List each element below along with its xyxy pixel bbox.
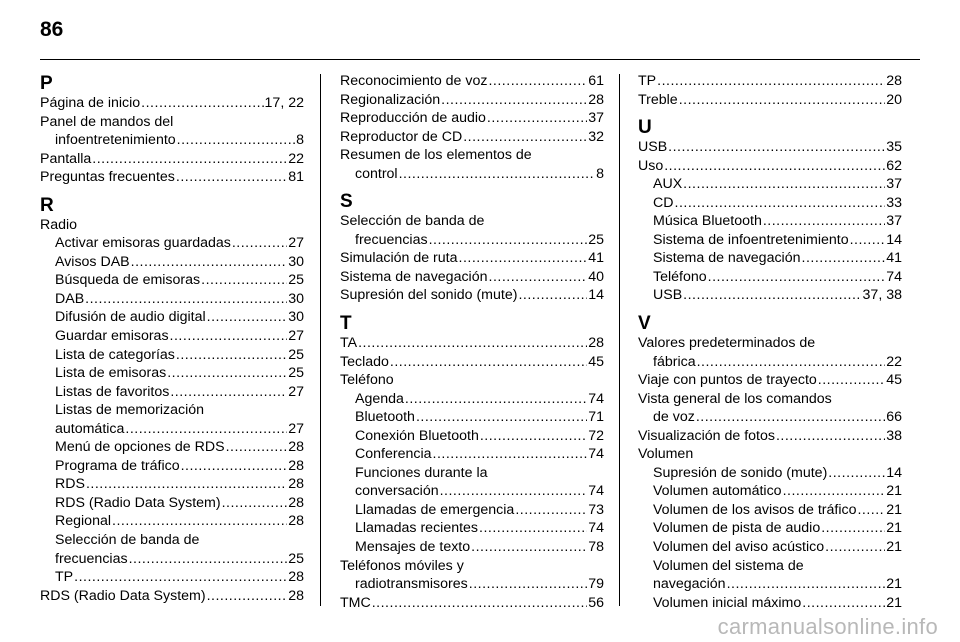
index-entry-label: Reconocimiento de voz bbox=[340, 73, 488, 89]
index-entry bbox=[340, 128, 604, 147]
index-entry bbox=[638, 212, 902, 231]
index-entry-page: 17, 22 bbox=[264, 95, 304, 111]
index-entry bbox=[340, 408, 604, 427]
index-entry-label: de voz bbox=[653, 409, 695, 426]
index-entry-label: Volumen de los avisos de tráfico bbox=[653, 501, 857, 518]
leader-dots bbox=[358, 334, 587, 353]
leader-dots bbox=[708, 268, 886, 287]
index-entry-label: Avisos DAB bbox=[55, 253, 130, 270]
index-column-3 bbox=[638, 72, 902, 612]
index-entry bbox=[638, 408, 902, 427]
index-entry-page: 28 bbox=[288, 569, 304, 586]
index-entry-page: 45 bbox=[588, 353, 604, 370]
index-entry-label: Preguntas frecuentes bbox=[40, 169, 175, 186]
index-entry-label: USB bbox=[638, 139, 668, 156]
leader-dots bbox=[74, 568, 287, 587]
index-heading: Valores predeterminados de bbox=[638, 335, 816, 352]
index-entry-label: frecuencias bbox=[55, 550, 128, 567]
leader-dots bbox=[479, 519, 587, 538]
index-entry-page: 28 bbox=[288, 513, 304, 530]
leader-dots bbox=[480, 427, 587, 446]
index-entry-label: Bluetooth bbox=[355, 409, 415, 426]
index-entry bbox=[340, 538, 604, 557]
leader-dots bbox=[488, 72, 587, 91]
leader-dots bbox=[170, 383, 287, 402]
index-entry-label: Búsqueda de emisoras bbox=[55, 272, 201, 289]
index-heading: Radio bbox=[40, 216, 78, 233]
index-entry bbox=[40, 494, 304, 513]
index-entry bbox=[340, 501, 604, 520]
index-entry-page: 28 bbox=[588, 91, 604, 108]
section-letter: S bbox=[340, 191, 353, 213]
index-entry-page: 73 bbox=[588, 501, 604, 518]
index-entry-page: 45 bbox=[886, 372, 902, 389]
index-entry bbox=[40, 364, 304, 383]
leader-dots bbox=[207, 308, 288, 327]
index-entry bbox=[638, 138, 902, 157]
leader-dots bbox=[226, 438, 288, 457]
leader-dots bbox=[850, 231, 886, 250]
leader-dots bbox=[657, 72, 885, 91]
leader-dots bbox=[763, 212, 885, 231]
index-entry-page: 32 bbox=[588, 128, 604, 145]
index-entry-label: RDS bbox=[55, 476, 85, 493]
index-entry bbox=[638, 519, 902, 538]
index-entry bbox=[340, 575, 604, 594]
leader-dots bbox=[390, 353, 587, 372]
index-heading: Listas de memorización bbox=[55, 402, 205, 419]
index-entry-page: 28 bbox=[288, 587, 304, 604]
index-entry-label: Música Bluetooth bbox=[653, 213, 762, 230]
index-entry-label: USB bbox=[653, 287, 683, 304]
index-entry-label: Menú de opciones de RDS bbox=[55, 439, 225, 456]
leader-dots bbox=[727, 575, 886, 594]
index-entry-page: 33 bbox=[886, 194, 902, 211]
watermark: carmanualsonline.info bbox=[717, 614, 938, 639]
leader-dots bbox=[776, 427, 885, 446]
leader-dots bbox=[489, 268, 588, 287]
leader-dots bbox=[802, 249, 886, 268]
index-entry bbox=[638, 538, 902, 557]
index-entry-label: AUX bbox=[653, 176, 683, 193]
index-entry-label: Sistema de navegación bbox=[653, 250, 801, 267]
index-entry-label: Volumen del aviso acústico bbox=[653, 539, 825, 556]
index-entry bbox=[340, 165, 604, 184]
index-entry-label: Página de inicio bbox=[40, 95, 141, 111]
index-entry-page: 27 bbox=[288, 328, 304, 345]
index-entry-label: RDS (Radio Data System) bbox=[55, 494, 221, 511]
index-entry-page: 14 bbox=[886, 464, 902, 481]
leader-dots bbox=[471, 538, 587, 557]
index-entry-label: CD bbox=[653, 194, 674, 211]
leader-dots bbox=[802, 594, 885, 613]
leader-dots bbox=[85, 290, 287, 309]
index-entry-page: 25 bbox=[288, 346, 304, 363]
index-entry bbox=[340, 427, 604, 446]
index-entry bbox=[40, 271, 304, 290]
index-entry-label: Reproducción de audio bbox=[340, 110, 486, 127]
index-entry-page: 30 bbox=[288, 309, 304, 326]
leader-dots bbox=[825, 538, 885, 557]
index-entry-label: Regional bbox=[55, 513, 112, 530]
index-entry bbox=[340, 482, 604, 501]
index-entry-label: Visualización de fotos bbox=[638, 427, 775, 444]
index-entry bbox=[40, 550, 304, 569]
leader-dots bbox=[697, 353, 886, 372]
index-entry-page: 20 bbox=[886, 91, 902, 108]
index-entry-label: fábrica bbox=[653, 353, 696, 370]
index-entry-label: Guardar emisoras bbox=[55, 328, 169, 345]
index-entry-label: Supresión de sonido (mute) bbox=[653, 464, 828, 481]
index-entry bbox=[638, 91, 902, 110]
leader-dots bbox=[675, 194, 886, 213]
index-entry-label: TP bbox=[638, 73, 657, 89]
index-entry-page: 41 bbox=[886, 250, 902, 267]
leader-dots bbox=[783, 482, 886, 501]
index-entry bbox=[340, 594, 604, 613]
index-entry-page: 21 bbox=[886, 483, 902, 500]
section-letter: U bbox=[638, 117, 652, 139]
index-entry bbox=[340, 445, 604, 464]
index-entry-label: Listas de favoritos bbox=[55, 383, 170, 400]
index-entry bbox=[40, 568, 304, 587]
index-entry-page: 25 bbox=[288, 365, 304, 382]
index-entry bbox=[40, 253, 304, 272]
index-entry-label: Lista de emisoras bbox=[55, 365, 167, 382]
leader-dots bbox=[176, 168, 287, 187]
index-heading: Teléfonos móviles y bbox=[340, 557, 464, 574]
index-entry bbox=[638, 157, 902, 176]
index-entry-page: 62 bbox=[886, 157, 902, 174]
index-entry bbox=[638, 427, 902, 446]
index-column-2 bbox=[340, 72, 604, 612]
section-letter: T bbox=[340, 313, 352, 335]
index-entry-page: 38 bbox=[886, 427, 902, 444]
index-entry bbox=[638, 286, 902, 305]
index-entry bbox=[40, 383, 304, 402]
index-entry-page: 25 bbox=[288, 272, 304, 289]
leader-dots bbox=[664, 157, 885, 176]
index-entry-page: 72 bbox=[588, 427, 604, 444]
leader-dots bbox=[405, 390, 587, 409]
index-entry-label: Sistema de infoentretenimiento bbox=[653, 231, 849, 248]
index-entry-page: 37 bbox=[886, 176, 902, 193]
index-entry-label: Teléfono bbox=[653, 268, 707, 285]
index-heading: Resumen de los elementos de bbox=[340, 147, 532, 164]
index-entry-label: navegación bbox=[653, 576, 726, 593]
index-entry-page: 30 bbox=[288, 290, 304, 307]
leader-dots bbox=[86, 475, 287, 494]
leader-dots bbox=[683, 286, 861, 305]
index-heading: Selección de banda de bbox=[340, 213, 485, 230]
index-entry bbox=[340, 109, 604, 128]
index-entry bbox=[638, 72, 902, 91]
section-letter: R bbox=[40, 194, 54, 216]
index-column-1 bbox=[40, 72, 304, 605]
index-entry-label: Llamadas de emergencia bbox=[355, 501, 515, 518]
leader-dots bbox=[433, 445, 588, 464]
index-entry-label: Agenda bbox=[355, 390, 404, 407]
index-entry-label: TP bbox=[55, 569, 74, 586]
leader-dots bbox=[399, 165, 596, 184]
index-entry-label: Conferencia bbox=[355, 446, 432, 463]
leader-dots bbox=[232, 234, 287, 253]
index-entry bbox=[638, 268, 902, 287]
index-entry bbox=[340, 519, 604, 538]
index-entry-page: 27 bbox=[288, 235, 304, 252]
leader-dots bbox=[459, 249, 588, 268]
index-entry-page: 21 bbox=[886, 520, 902, 537]
index-entry-label: Viaje con puntos de trayecto bbox=[638, 372, 817, 389]
index-entry-label: TA bbox=[340, 335, 358, 352]
index-entry bbox=[40, 94, 304, 113]
section-letter: P bbox=[40, 73, 53, 94]
index-entry bbox=[40, 420, 304, 439]
index-entry-label: TMC bbox=[340, 594, 371, 611]
index-entry-page: 28 bbox=[288, 457, 304, 474]
index-entry-page: 22 bbox=[288, 150, 304, 167]
index-entry-page: 27 bbox=[288, 383, 304, 400]
leader-dots bbox=[181, 457, 288, 476]
index-entry bbox=[340, 249, 604, 268]
index-entry bbox=[40, 457, 304, 476]
index-entry-page: 27 bbox=[288, 420, 304, 437]
index-heading: Selección de banda de bbox=[55, 532, 200, 549]
index-entry-label: Volumen inicial máximo bbox=[653, 594, 802, 611]
index-entry-label: frecuencias bbox=[355, 231, 428, 248]
index-entry-label: Uso bbox=[638, 157, 664, 174]
leader-dots bbox=[515, 501, 587, 520]
leader-dots bbox=[821, 519, 885, 538]
index-entry bbox=[40, 587, 304, 606]
leader-dots bbox=[125, 420, 287, 439]
leader-dots bbox=[201, 271, 287, 290]
index-entry-page: 22 bbox=[886, 353, 902, 370]
leader-dots bbox=[696, 408, 885, 427]
index-entry-label: Regionalización bbox=[340, 91, 441, 108]
leader-dots bbox=[131, 253, 288, 272]
index-entry-page: 74 bbox=[588, 390, 604, 407]
leader-dots bbox=[129, 550, 288, 569]
index-entry-page: 21 bbox=[886, 539, 902, 556]
page-number: 86 bbox=[40, 18, 64, 41]
index-entry-label: Mensajes de texto bbox=[355, 539, 471, 556]
index-entry-page: 25 bbox=[288, 550, 304, 567]
index-entry-page: 8 bbox=[596, 165, 604, 182]
index-entry-label: DAB bbox=[55, 290, 85, 307]
index-entry bbox=[638, 371, 902, 390]
leader-dots bbox=[207, 587, 288, 606]
index-entry-page: 37, 38 bbox=[862, 287, 902, 304]
index-entry-page: 35 bbox=[886, 139, 902, 156]
index-entry-page: 74 bbox=[588, 520, 604, 537]
leader-dots bbox=[518, 286, 587, 305]
index-entry bbox=[638, 575, 902, 594]
index-entry bbox=[40, 308, 304, 327]
index-entry bbox=[638, 194, 902, 213]
leader-dots bbox=[683, 175, 885, 194]
index-entry-label: Simulación de ruta bbox=[340, 250, 458, 267]
index-heading: Volumen del sistema de bbox=[653, 557, 804, 574]
index-entry-label: Sistema de navegación bbox=[340, 268, 488, 285]
index-entry-page: 79 bbox=[588, 576, 604, 593]
index-entry bbox=[340, 390, 604, 409]
index-entry-label: Supresión del sonido (mute) bbox=[340, 287, 518, 304]
index-entry-page: 30 bbox=[288, 253, 304, 270]
index-entry bbox=[638, 501, 902, 520]
index-entry-page: 81 bbox=[288, 169, 304, 186]
index-entry-page: 74 bbox=[588, 446, 604, 463]
index-entry-label: Llamadas recientes bbox=[355, 520, 479, 537]
index-entry bbox=[638, 353, 902, 372]
leader-dots bbox=[112, 512, 287, 531]
leader-dots bbox=[440, 482, 588, 501]
index-entry-page: 28 bbox=[288, 494, 304, 511]
leader-dots bbox=[668, 138, 885, 157]
index-entry-label: RDS (Radio Data System) bbox=[40, 587, 206, 604]
leader-dots bbox=[176, 346, 287, 365]
index-entry-label: automática bbox=[55, 420, 125, 437]
index-entry bbox=[40, 512, 304, 531]
index-entry-label: conversación bbox=[355, 483, 439, 500]
index-heading: Funciones durante la bbox=[355, 464, 488, 481]
index-entry bbox=[40, 290, 304, 309]
index-entry-page: 14 bbox=[588, 287, 604, 304]
leader-dots bbox=[177, 131, 295, 150]
index-entry bbox=[638, 594, 902, 613]
leader-dots bbox=[469, 575, 587, 594]
index-heading: Panel de mandos del bbox=[40, 113, 174, 130]
leader-dots bbox=[170, 327, 288, 346]
index-entry bbox=[340, 72, 604, 91]
leader-dots bbox=[429, 231, 588, 250]
index-entry-label: control bbox=[355, 165, 398, 182]
index-entry bbox=[638, 231, 902, 250]
index-entry-label: Teclado bbox=[340, 353, 389, 370]
column-divider bbox=[320, 74, 321, 606]
leader-dots bbox=[828, 464, 885, 483]
index-entry-page: 28 bbox=[288, 476, 304, 493]
leader-dots bbox=[92, 150, 287, 169]
index-entry-page: 40 bbox=[588, 268, 604, 285]
index-entry-page: 21 bbox=[886, 501, 902, 518]
leader-dots bbox=[679, 91, 886, 110]
index-entry bbox=[638, 249, 902, 268]
index-entry bbox=[340, 334, 604, 353]
index-entry-page: 37 bbox=[588, 110, 604, 127]
index-entry bbox=[40, 346, 304, 365]
leader-dots bbox=[372, 594, 587, 613]
index-entry-label: Activar emisoras guardadas bbox=[55, 235, 231, 252]
index-entry bbox=[340, 353, 604, 372]
index-entry-label: Programa de tráfico bbox=[55, 457, 180, 474]
index-heading: Teléfono bbox=[340, 372, 394, 389]
index-entry bbox=[340, 91, 604, 110]
index-entry bbox=[40, 131, 304, 150]
section-letter: V bbox=[638, 313, 651, 335]
index-entry-label: Conexión Bluetooth bbox=[355, 427, 479, 444]
index-entry-page: 25 bbox=[588, 231, 604, 248]
index-entry bbox=[40, 438, 304, 457]
leader-dots bbox=[416, 408, 587, 427]
index-entry-page: 78 bbox=[588, 539, 604, 556]
index-entry-page: 37 bbox=[886, 213, 902, 230]
index-entry-label: Treble bbox=[638, 91, 678, 108]
index-entry-page: 66 bbox=[886, 409, 902, 426]
leader-dots bbox=[487, 109, 587, 128]
index-entry-page: 28 bbox=[588, 335, 604, 352]
index-entry bbox=[638, 175, 902, 194]
index-entry-page: 14 bbox=[886, 231, 902, 248]
index-entry bbox=[40, 475, 304, 494]
index-entry-page: 28 bbox=[886, 73, 902, 89]
leader-dots bbox=[222, 494, 288, 513]
index-heading: Volumen bbox=[638, 446, 694, 463]
index-entry bbox=[40, 327, 304, 346]
index-entry-label: Volumen de pista de audio bbox=[653, 520, 821, 537]
index-entry-page: 28 bbox=[288, 439, 304, 456]
index-entry-label: Pantalla bbox=[40, 150, 92, 167]
index-entry bbox=[40, 234, 304, 253]
index-entry-page: 71 bbox=[588, 409, 604, 426]
leader-dots bbox=[141, 94, 263, 113]
index-entry-page: 56 bbox=[588, 594, 604, 611]
header-rule bbox=[40, 59, 920, 60]
index-entry bbox=[40, 150, 304, 169]
index-entry-page: 74 bbox=[886, 268, 902, 285]
index-entry bbox=[638, 464, 902, 483]
index-entry-label: Difusión de audio digital bbox=[55, 309, 206, 326]
index-entry-page: 8 bbox=[296, 132, 304, 149]
leader-dots bbox=[818, 371, 885, 390]
index-entry bbox=[40, 168, 304, 187]
index-entry-page: 74 bbox=[588, 483, 604, 500]
leader-dots bbox=[167, 364, 287, 383]
index-entry bbox=[638, 482, 902, 501]
index-entry bbox=[340, 268, 604, 287]
index-entry-page: 61 bbox=[588, 73, 604, 89]
index-entry-label: Lista de categorías bbox=[55, 346, 175, 363]
index-entry-page: 21 bbox=[886, 594, 902, 611]
index-entry-label: radiotransmisores bbox=[355, 576, 468, 593]
index-entry-label: Reproductor de CD bbox=[340, 128, 463, 145]
index-entry-label: Volumen automático bbox=[653, 483, 782, 500]
leader-dots bbox=[463, 128, 587, 147]
index-entry-page: 21 bbox=[886, 576, 902, 593]
index-entry-page: 41 bbox=[588, 250, 604, 267]
leader-dots bbox=[857, 501, 885, 520]
index-entry bbox=[340, 231, 604, 250]
index-heading: Vista general de los comandos bbox=[638, 390, 832, 407]
leader-dots bbox=[441, 91, 587, 110]
column-divider bbox=[619, 74, 620, 606]
index-entry bbox=[340, 286, 604, 305]
index-entry-label: infoentretenimiento bbox=[55, 132, 176, 149]
